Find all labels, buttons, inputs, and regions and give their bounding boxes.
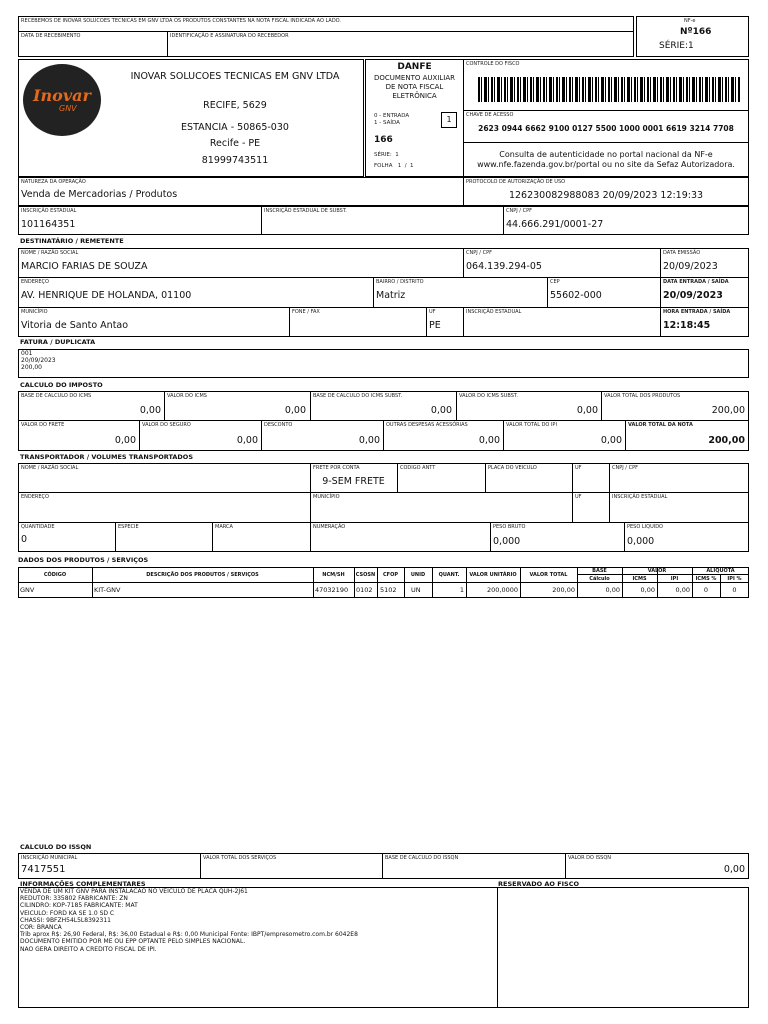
- danfe-number: 166: [374, 135, 393, 145]
- cell-csosn: 0102: [356, 586, 373, 594]
- antt-label: CODIGO ANTT: [400, 465, 436, 471]
- ie-subst-label: INSCRIÇÃO ESTADUAL DE SUBST.: [264, 208, 347, 214]
- nfe-number: Nº166: [680, 27, 712, 37]
- recipient-address: AV. HENRIQUE DE HOLANDA, 01100: [21, 290, 192, 301]
- logo-text: Inovar: [33, 86, 91, 105]
- issqn-value-label: VALOR DO ISSQN: [568, 855, 612, 861]
- uf-value: PE: [429, 320, 441, 331]
- numbering-label: NUMERAÇÃO: [313, 524, 346, 530]
- recipient-cpf: 064.139.294-05: [466, 261, 542, 272]
- im-label: INSCRIÇÃO MUNICIPAL: [21, 855, 78, 861]
- th-base-top: BASE: [592, 568, 607, 574]
- info-line: REDUTOR: 335802 FABRICANTE: ZN: [20, 895, 128, 903]
- issqn-base-label: BASE DE CALCULO DO ISSQN: [385, 855, 459, 861]
- cell-aliq-icms: 0: [703, 586, 709, 594]
- th-ipi: IPI: [670, 576, 679, 582]
- th-unit: UNID: [410, 572, 426, 578]
- nature-label: NATUREZA DA OPERAÇÃO: [21, 179, 86, 185]
- receipt-sign-label: IDENTIFICAÇÃO E ASSINATURA DO RECEBEDOR: [170, 33, 289, 39]
- info-line: NAO GERA DIREITO A CREDITO FISCAL DE IPI.: [20, 945, 157, 953]
- prod-value: 200,00: [711, 405, 745, 416]
- emitter-name: INOVAR SOLUCOES TECNICAS EM GNV LTDA: [130, 71, 340, 82]
- recipient-address-label: ENDEREÇO: [21, 279, 49, 285]
- carrier-uf-label: UF: [575, 465, 582, 471]
- th-aliq-ipi: IPI %: [727, 576, 742, 582]
- nfe-serie: SÉRIE:1: [659, 41, 694, 51]
- additional-section: INFORMAÇÕES COMPLEMENTARES: [20, 880, 146, 888]
- reserved-section: RESERVADO AO FISCO: [498, 880, 580, 888]
- th-icms: ICMS: [632, 576, 647, 582]
- th-aliq-icms: ICMS %: [695, 576, 717, 582]
- outras-value: 0,00: [478, 435, 500, 446]
- seguro-value: 0,00: [236, 435, 258, 446]
- info-line: DOCUMENTO EMITIDO POR ME OU EPP OPTANTE PELO SIMPLES NACIONAL.: [20, 938, 246, 946]
- th-total: VALOR TOTAL: [529, 572, 568, 578]
- cep-value: 55602-000: [550, 290, 602, 301]
- barcode: [478, 77, 740, 102]
- outras-label: OUTRAS DESPESAS ACESSÓRIAS: [386, 422, 468, 428]
- freight-label: FRETE POR CONTA: [313, 465, 360, 471]
- ie-value: 101164351: [21, 219, 76, 230]
- carrier-address-label: ENDEREÇO: [21, 494, 49, 500]
- cell-icms: 0,00: [640, 586, 655, 594]
- carrier-ie-label: INSCRIÇÃO ESTADUAL: [612, 494, 668, 500]
- cep-label: CEP: [550, 279, 560, 285]
- danfe-title: DANFE: [397, 62, 432, 72]
- info-line: VENDA DE UM KIT GNV PARA INSTALACAO NO VEICULO DE PLACA QUH-2J61: [20, 888, 248, 895]
- ie-row: [18, 206, 749, 235]
- district-value: Matriz: [376, 290, 406, 301]
- th-aliq-top: ALIQUOTA: [706, 568, 735, 574]
- emission-date: 20/09/2023: [663, 261, 718, 272]
- protocol-value: 126230082988083 20/09/2023 12:19:33: [508, 190, 704, 201]
- bc-icms-label: BASE DE CALCULO DO ICMS: [21, 393, 92, 399]
- info-line: COR: BRANCA: [20, 924, 62, 932]
- net-label: PESO LIQUIDO: [627, 524, 663, 530]
- danfe-saida: 1 - SAÍDA: [374, 120, 400, 126]
- th-csosn: CSOSN: [355, 572, 376, 578]
- issqn-section: CALCULO DO ISSQN: [20, 843, 92, 851]
- entry-label: DATA ENTRADA / SAÍDA: [663, 279, 729, 285]
- freight-value: 9-SEM FRETE: [322, 476, 385, 487]
- gross-label: PESO BRUTO: [493, 524, 526, 530]
- plate-label: PLACA DO VEICULO: [488, 465, 537, 471]
- th-code: CÓDIGO: [43, 572, 67, 578]
- cell-qty: 1: [459, 586, 464, 594]
- carrier-city-label: MUNICÍPIO: [313, 494, 340, 500]
- frete-value: 0,00: [114, 435, 136, 446]
- carrier-uf2-label: UF: [575, 494, 582, 500]
- cell-aliq-ipi: 0: [732, 586, 737, 594]
- city-value: Vitoria de Santo Antao: [21, 320, 129, 331]
- cell-ncm: 47032190: [315, 586, 349, 594]
- nfe-label: NF-e: [684, 18, 696, 24]
- time-label: HORA ENTRADA / SAÍDA: [663, 309, 731, 315]
- cell-total: 200,00: [552, 586, 575, 594]
- nature-value: Venda de Mercadorias / Produtos: [21, 189, 178, 200]
- cell-code: GNV: [20, 586, 35, 594]
- info-line: Trib aprox R$: 26,90 Federal, R$: 36,00 Estadual e R$: 0,00 Municipal Fonte: IBPT/empresometro.com.br 6042E8: [20, 931, 358, 939]
- invoice-line-1: 001: [21, 350, 33, 357]
- control-label: CONTROLE DO FISCO: [466, 61, 520, 67]
- icms-value: 0,00: [284, 405, 306, 416]
- invoice-line-3: 200,00: [21, 364, 42, 371]
- gross-value: 0,000: [493, 536, 521, 547]
- key-label: CHAVE DE ACESSO: [466, 112, 514, 118]
- total-value: 200,00: [708, 435, 745, 446]
- icms-label: VALOR DO ICMS: [167, 393, 207, 399]
- cell-unit-value: 200,0000: [486, 586, 518, 594]
- cell-cfop: 5102: [380, 586, 397, 594]
- logo-subtext: GNV: [59, 104, 77, 113]
- bc-icms-value: 0,00: [139, 405, 161, 416]
- cell-unit: UN: [411, 586, 421, 594]
- emission-label: DATA EMISSÃO: [663, 250, 701, 256]
- frete-label: VALOR DO FRETE: [21, 422, 65, 428]
- emitter-address: RECIFE, 5629: [203, 100, 267, 111]
- access-key: 2623 0944 6662 9100 0127 5500 1000 0001 6619 3214 7708: [478, 124, 734, 133]
- receipt-date-label: DATA DE RECEBIMENTO: [21, 33, 81, 39]
- desconto-value: 0,00: [358, 435, 380, 446]
- th-qty: QUANT.: [438, 572, 460, 578]
- ie-label: INSCRIÇÃO ESTADUAL: [21, 208, 77, 214]
- th-desc: DESCRIÇÃO DOS PRODUTOS / SERVIÇOS: [146, 572, 259, 578]
- danfe-subtitle: DOCUMENTO AUXILIAR DE NOTA FISCAL ELETRÔNICA: [373, 74, 455, 100]
- district-label: BAIRRO / DISTRITO: [376, 279, 424, 285]
- emitter-district: ESTANCIA - 50865-030: [181, 122, 289, 133]
- carrier-cnpj-label: CNPJ / CPF: [612, 465, 638, 471]
- invoice-line-2: 20/09/2023: [21, 357, 56, 364]
- city-label: MUNICÍPIO: [21, 309, 48, 315]
- products-section: DADOS DOS PRODUTOS / SERVIÇOS: [18, 556, 149, 564]
- invoice-section: FATURA / DUPLICATA: [20, 338, 96, 346]
- species-label: ESPECIE: [118, 524, 139, 530]
- carrier-name-label: NOME / RAZÃO SOCIAL: [21, 465, 79, 471]
- time-value: 12:18:45: [663, 320, 711, 331]
- services-label: VALOR TOTAL DOS SERVIÇOS: [203, 855, 277, 861]
- company-logo: [23, 64, 101, 136]
- invoice-box: [18, 349, 749, 378]
- info-line: VEICULO: FORD KA SE 1.0 SD C: [20, 909, 115, 917]
- danfe-type-box: 1: [441, 112, 457, 128]
- qty-value: 0: [21, 534, 28, 545]
- total-label: VALOR TOTAL DA NOTA: [628, 422, 693, 428]
- th-ncm: NCM/SH: [322, 572, 345, 578]
- issqn-value: 0,00: [723, 864, 745, 875]
- qty-label: QUANTIDADE: [21, 524, 55, 530]
- protocol-label: PROTOCOLO DE AUTORIZAÇÃO DE USO: [466, 179, 566, 185]
- phone-label: FONE / FAX: [292, 309, 320, 315]
- th-unit-value: VALOR UNITÁRIO: [469, 572, 517, 578]
- info-line: CHASSI: 9BFZH54L5L8392311: [20, 916, 111, 924]
- recipient-section: DESTINATÁRIO / REMETENTE: [20, 237, 124, 245]
- bc-st-value: 0,00: [430, 405, 452, 416]
- tax-section: CALCULO DO IMPOSTO: [20, 381, 103, 389]
- entry-date: 20/09/2023: [663, 290, 723, 301]
- desconto-label: DESCONTO: [264, 422, 293, 428]
- th-base-bottom: Cálculo: [589, 576, 610, 582]
- uf-label: UF: [429, 309, 436, 315]
- danfe-folha: FOLHA 1 / 1: [374, 163, 414, 169]
- brand-label: MARCA: [215, 524, 233, 530]
- ipi-value: 0,00: [600, 435, 622, 446]
- additional-text: [20, 888, 494, 953]
- bc-st-label: BASE DE CALCULO DO ICMS SUBST.: [313, 393, 403, 399]
- recipient-name: MARCIO FARIAS DE SOUZA: [21, 261, 148, 272]
- consult-text: Consulta de autenticidade no portal nacional da NF-e www.nfe.fazenda.gov.br/portal ou no site da Sefaz Autorizadora.: [477, 150, 735, 169]
- cnpj-label: CNPJ / CPF: [506, 208, 532, 214]
- receipt-text: RECEBEMOS DE INOVAR SOLUCOES TECNICAS EM GNV LTDA OS PRODUTOS CONSTANTES NA NOTA FISCAL INDICADA AO LADO.: [21, 18, 342, 24]
- emitter-phone: 81999743511: [201, 155, 269, 166]
- prod-label: VALOR TOTAL DOS PRODUTOS: [604, 393, 681, 399]
- icms-st-label: VALOR DO ICMS SUBST.: [459, 393, 518, 399]
- transport-section: TRANSPORTADOR / VOLUMES TRANSPORTADOS: [20, 453, 194, 461]
- recipient-ie-label: INSCRIÇÃO ESTADUAL: [466, 309, 522, 315]
- seguro-label: VALOR DO SEGURO: [142, 422, 191, 428]
- recipient-cpf-label: CNPJ / CPF: [466, 250, 492, 256]
- im-value: 7417551: [21, 864, 66, 875]
- reserved-box: [497, 887, 749, 1008]
- info-line: CILINDRO: KOP-7185 FABRICANTE: MAT: [20, 902, 138, 910]
- th-cfop: CFOP: [383, 572, 398, 578]
- danfe-serie: SÉRIE: 1: [374, 152, 399, 158]
- danfe-entrada: 0 - ENTRADA: [374, 113, 410, 119]
- net-value: 0,000: [627, 536, 655, 547]
- cnpj-value: 44.666.291/0001-27: [506, 219, 604, 230]
- emitter-city: Recife - PE: [209, 138, 261, 149]
- th-valor-top: VALOR: [647, 568, 667, 574]
- cell-ipi: 0,00: [675, 586, 690, 594]
- cell-desc: KIT-GNV: [94, 586, 121, 594]
- ipi-label: VALOR TOTAL DO IPI: [506, 422, 557, 428]
- cell-base: 0,00: [605, 586, 620, 594]
- icms-st-value: 0,00: [576, 405, 598, 416]
- recipient-name-label: NOME / RAZÃO SOCIAL: [21, 250, 79, 256]
